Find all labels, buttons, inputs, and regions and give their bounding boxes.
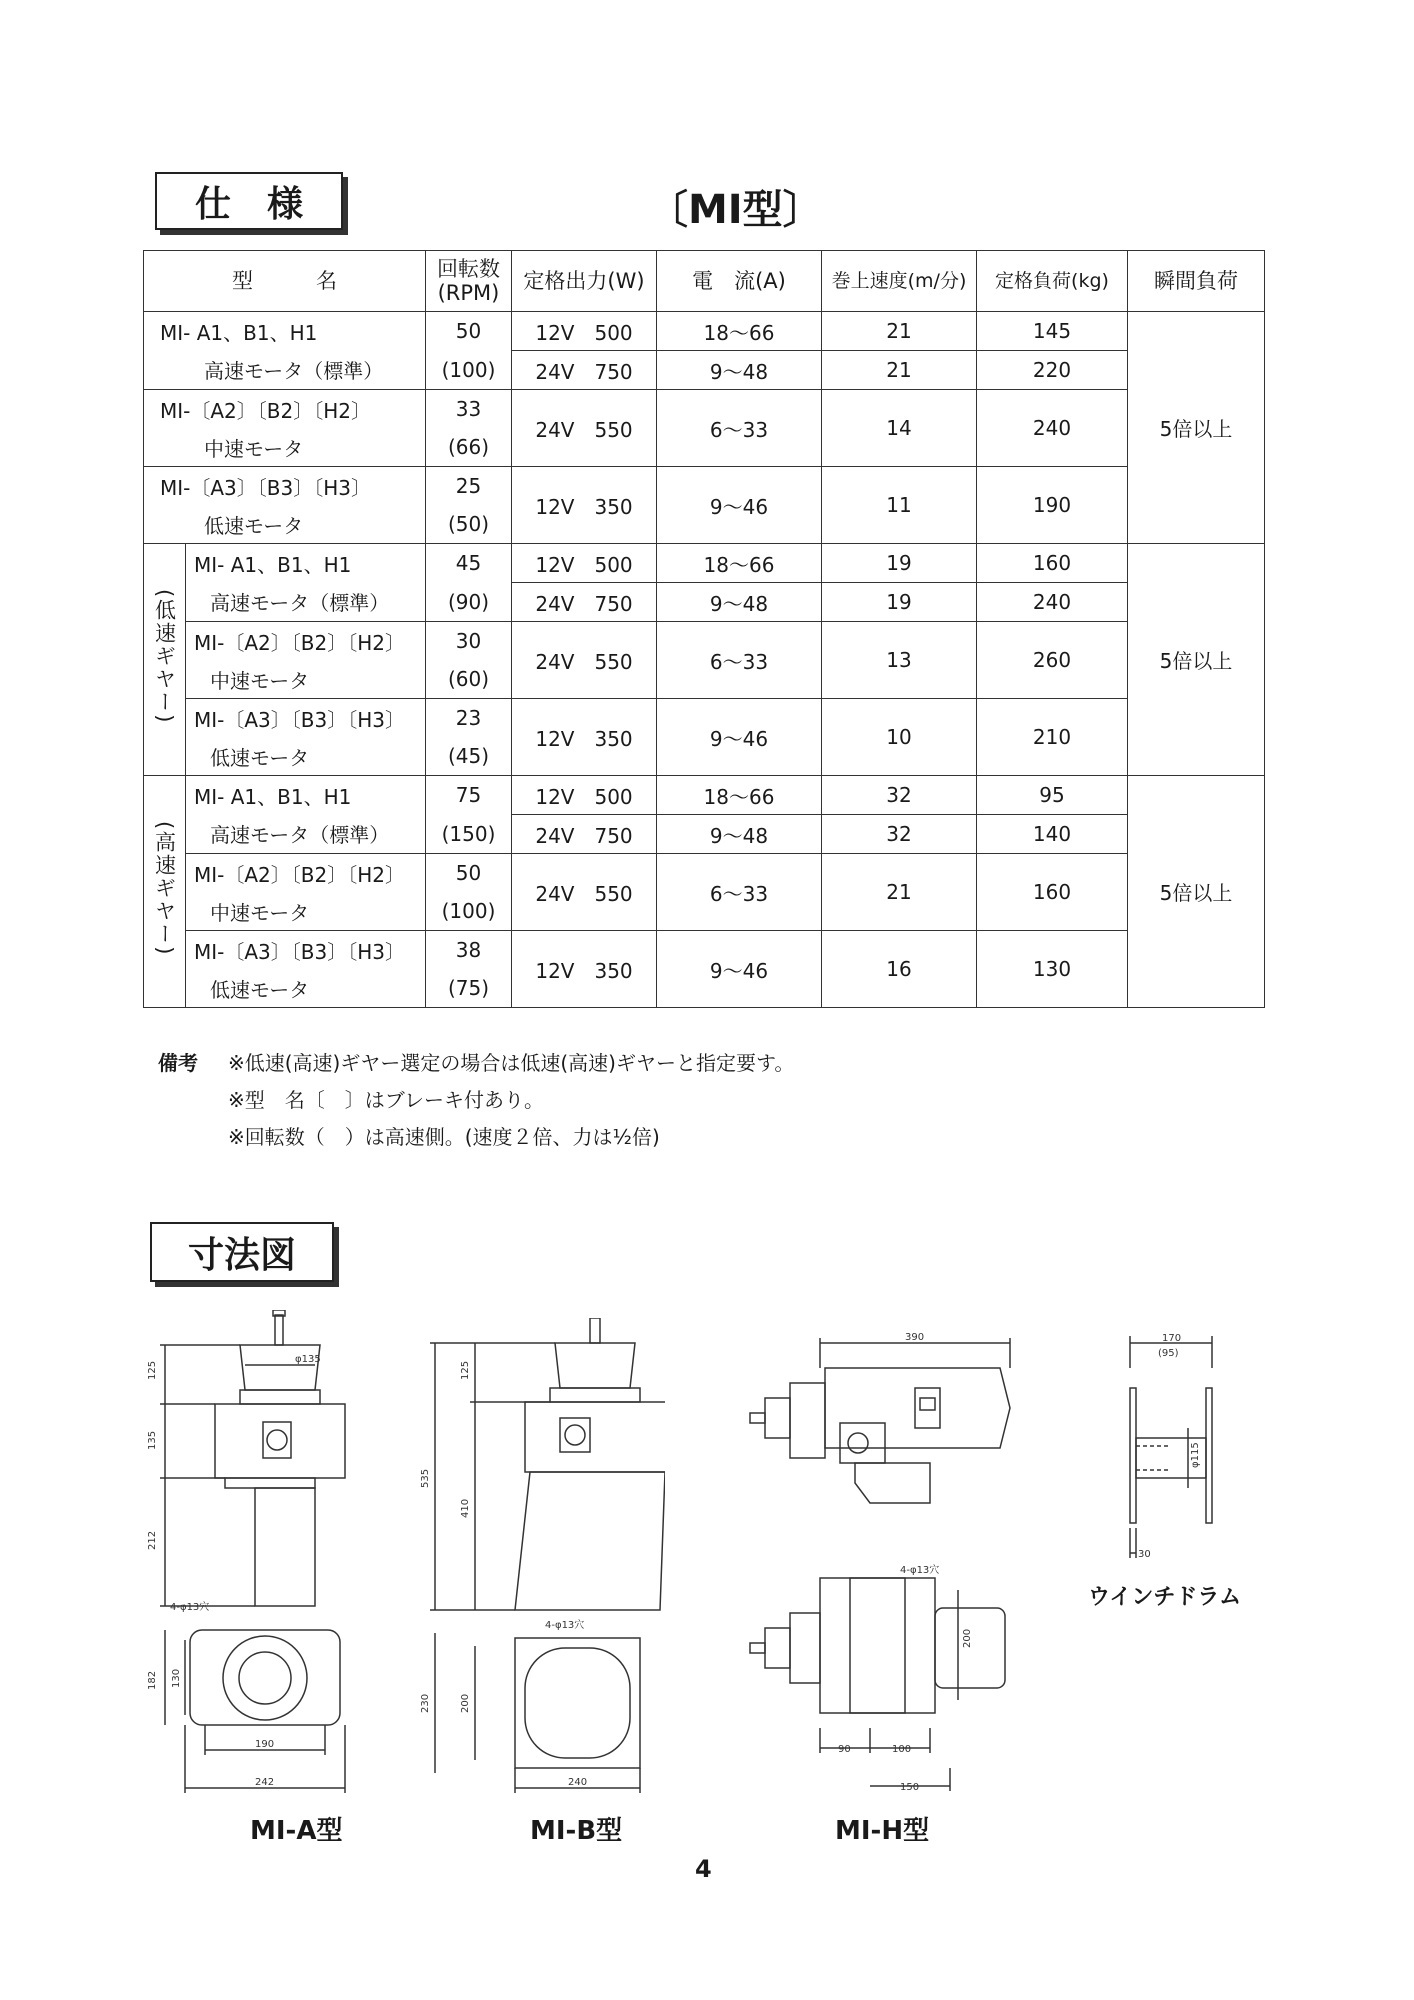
dim-text: φ135 — [295, 1354, 321, 1365]
load-cell: 160 — [977, 544, 1128, 583]
header-speed: 巻上速度(m/分) — [822, 251, 977, 312]
header-output: 定格出力(W) — [512, 251, 657, 312]
mia-drawing — [145, 1310, 390, 1810]
header-current: 電 流(A) — [657, 251, 822, 312]
rpm-cell: (50) — [426, 505, 512, 544]
model-cell: 中速モータ — [186, 892, 426, 931]
model-cell: MI-〔A2〕〔B2〕〔H2〕 — [186, 622, 426, 661]
dim-text: 135 — [147, 1430, 158, 1450]
load-cell: 220 — [977, 351, 1128, 390]
table-header-row — [144, 251, 1265, 312]
table-row — [144, 467, 1265, 506]
speed-cell: 21 — [822, 312, 977, 351]
load-cell: 190 — [977, 467, 1128, 544]
dimension-heading: 寸法図 — [187, 1234, 296, 1276]
rpm-cell: 50 — [426, 312, 512, 351]
table-row — [144, 390, 1265, 429]
model-cell: MI-〔A2〕〔B2〕〔H2〕 — [186, 854, 426, 893]
model-cell: 高速モータ（標準） — [186, 583, 426, 622]
dim-text: 200 — [460, 1693, 471, 1713]
speed-cell: 21 — [822, 854, 977, 931]
dim-text: 4-φ13穴 — [545, 1620, 585, 1631]
header-rpm: 回転数 (RPM) — [426, 251, 512, 312]
dim-text: 230 — [420, 1693, 431, 1713]
spec-heading: 仕 様 — [194, 183, 303, 225]
note-2: ※型 名〔 〕はブレーキ付あり。 — [228, 1088, 544, 1112]
dim-text: 200 — [962, 1628, 973, 1648]
current-cell: 9〜48 — [657, 815, 822, 854]
rpm-cell: (60) — [426, 660, 512, 699]
model-cell: MI- A1、B1、H1 — [144, 312, 426, 351]
dim-text: 30 — [1138, 1549, 1151, 1560]
rpm-cell: 75 — [426, 776, 512, 815]
output-cell: 24V 550 — [512, 854, 657, 931]
rpm-cell: (45) — [426, 737, 512, 776]
dim-text: 240 — [568, 1777, 588, 1788]
current-cell: 6〜33 — [657, 622, 822, 699]
output-cell: 24V 750 — [512, 351, 657, 390]
peak-cell: 5倍以上 — [1128, 776, 1265, 1008]
dim-text: 4-φ13穴 — [900, 1565, 940, 1576]
group-label-high-gear — [144, 776, 186, 1008]
dim-text: 170 — [1162, 1333, 1182, 1344]
current-cell: 6〜33 — [657, 854, 822, 931]
drum-label: ウインチドラム — [1088, 1585, 1242, 1610]
model-cell: 低速モータ — [186, 969, 426, 1008]
output-cell: 12V 500 — [512, 312, 657, 351]
rpm-cell: 33 — [426, 390, 512, 429]
speed-cell: 13 — [822, 622, 977, 699]
rpm-cell: (150) — [426, 815, 512, 854]
table-row — [144, 622, 1265, 661]
current-cell: 18〜66 — [657, 776, 822, 815]
dim-text: 100 — [892, 1744, 912, 1755]
model-cell: MI-〔A2〕〔B2〕〔H2〕 — [144, 390, 426, 429]
model-cell: 中速モータ — [144, 428, 426, 467]
speed-cell: 14 — [822, 390, 977, 467]
speed-cell: 32 — [822, 815, 977, 854]
rpm-cell: 50 — [426, 854, 512, 893]
dim-text: 150 — [900, 1782, 920, 1793]
rpm-cell: 45 — [426, 544, 512, 583]
table-row — [144, 699, 1265, 738]
model-cell: MI- A1、B1、H1 — [186, 544, 426, 583]
group-label-text: (高速ギヤー) — [152, 821, 177, 957]
output-cell: 24V 550 — [512, 622, 657, 699]
dim-text: 212 — [147, 1530, 158, 1550]
header-peak: 瞬間負荷 — [1128, 251, 1265, 312]
dim-text: 190 — [255, 1739, 275, 1750]
model-cell: MI-〔A3〕〔B3〕〔H3〕 — [144, 467, 426, 506]
load-cell: 240 — [977, 390, 1128, 467]
dim-text: 4-φ13穴 — [170, 1602, 210, 1613]
model-cell: 中速モータ — [186, 660, 426, 699]
load-cell: 160 — [977, 854, 1128, 931]
speed-cell: 11 — [822, 467, 977, 544]
rpm-cell: 38 — [426, 931, 512, 970]
dim-text: 535 — [420, 1468, 431, 1488]
dim-text: 90 — [838, 1744, 851, 1755]
mib-drawing — [420, 1318, 665, 1808]
current-cell: 18〜66 — [657, 312, 822, 351]
dim-text: 242 — [255, 1777, 275, 1788]
current-cell: 6〜33 — [657, 390, 822, 467]
dim-text: 130 — [171, 1668, 182, 1688]
load-cell: 130 — [977, 931, 1128, 1008]
rpm-cell: 23 — [426, 699, 512, 738]
model-cell: 低速モータ — [186, 737, 426, 776]
spec-table — [143, 250, 1265, 1008]
load-cell: 260 — [977, 622, 1128, 699]
table-row — [144, 854, 1265, 893]
speed-cell: 21 — [822, 351, 977, 390]
dim-text: (95) — [1158, 1348, 1179, 1359]
load-cell: 145 — [977, 312, 1128, 351]
speed-cell: 10 — [822, 699, 977, 776]
speed-cell: 32 — [822, 776, 977, 815]
page-number: 4 — [695, 1855, 712, 1883]
dim-text: 410 — [460, 1498, 471, 1518]
rpm-cell: (75) — [426, 969, 512, 1008]
dimension-heading-box — [150, 1222, 334, 1282]
spec-heading-box — [155, 172, 343, 230]
model-cell: 高速モータ（標準） — [186, 815, 426, 854]
output-cell: 24V 550 — [512, 390, 657, 467]
rpm-cell: (100) — [426, 892, 512, 931]
current-cell: 9〜46 — [657, 467, 822, 544]
current-cell: 9〜46 — [657, 931, 822, 1008]
rpm-cell: 30 — [426, 622, 512, 661]
current-cell: 9〜48 — [657, 351, 822, 390]
notes-label: 備考 — [158, 1051, 198, 1075]
table-row — [144, 583, 1265, 622]
current-cell: 18〜66 — [657, 544, 822, 583]
note-1: ※低速(高速)ギヤー選定の場合は低速(高速)ギヤーと指定要す。 — [228, 1051, 795, 1075]
group-label-text: (低速ギヤー) — [152, 589, 177, 725]
model-title: 〔MI型〕 — [648, 187, 823, 233]
rpm-cell: (66) — [426, 428, 512, 467]
mih-label: MI-H型 — [835, 1816, 930, 1846]
dim-text: 182 — [147, 1670, 158, 1690]
mih-drawing — [740, 1328, 1030, 1808]
peak-cell: 5倍以上 — [1128, 312, 1265, 544]
output-cell: 12V 350 — [512, 931, 657, 1008]
mib-label: MI-B型 — [530, 1816, 623, 1846]
rpm-cell: (100) — [426, 351, 512, 390]
table-row — [144, 351, 1265, 390]
speed-cell: 19 — [822, 583, 977, 622]
group-label-low-gear — [144, 544, 186, 776]
current-cell: 9〜46 — [657, 699, 822, 776]
header-load: 定格負荷(kg) — [977, 251, 1128, 312]
dim-text: φ115 — [1190, 1442, 1201, 1468]
output-cell: 12V 350 — [512, 467, 657, 544]
table-row — [144, 931, 1265, 970]
note-3: ※回転数（ ）は高速側。(速度２倍、力は½倍) — [228, 1125, 660, 1149]
speed-cell: 16 — [822, 931, 977, 1008]
peak-cell: 5倍以上 — [1128, 544, 1265, 776]
speed-cell: 19 — [822, 544, 977, 583]
current-cell: 9〜48 — [657, 583, 822, 622]
mia-label: MI-A型 — [250, 1816, 343, 1846]
load-cell: 95 — [977, 776, 1128, 815]
output-cell: 12V 500 — [512, 776, 657, 815]
load-cell: 240 — [977, 583, 1128, 622]
rpm-cell: (90) — [426, 583, 512, 622]
dim-text: 125 — [147, 1360, 158, 1380]
model-cell: 高速モータ（標準） — [144, 351, 426, 390]
drum-drawing — [1100, 1328, 1220, 1568]
table-row — [144, 815, 1265, 854]
output-cell: 12V 350 — [512, 699, 657, 776]
dim-text: 390 — [905, 1332, 925, 1343]
dim-text: 125 — [460, 1360, 471, 1380]
model-cell: MI- A1、B1、H1 — [186, 776, 426, 815]
load-cell: 210 — [977, 699, 1128, 776]
table-row — [144, 544, 1265, 583]
header-model: 型 名 — [144, 251, 426, 312]
table-row — [144, 312, 1265, 351]
output-cell: 24V 750 — [512, 815, 657, 854]
output-cell: 12V 500 — [512, 544, 657, 583]
output-cell: 24V 750 — [512, 583, 657, 622]
table-row — [144, 776, 1265, 815]
model-cell: MI-〔A3〕〔B3〕〔H3〕 — [186, 931, 426, 970]
rpm-cell: 25 — [426, 467, 512, 506]
model-cell: 低速モータ — [144, 505, 426, 544]
model-cell: MI-〔A3〕〔B3〕〔H3〕 — [186, 699, 426, 738]
notes — [158, 1045, 794, 1156]
load-cell: 140 — [977, 815, 1128, 854]
